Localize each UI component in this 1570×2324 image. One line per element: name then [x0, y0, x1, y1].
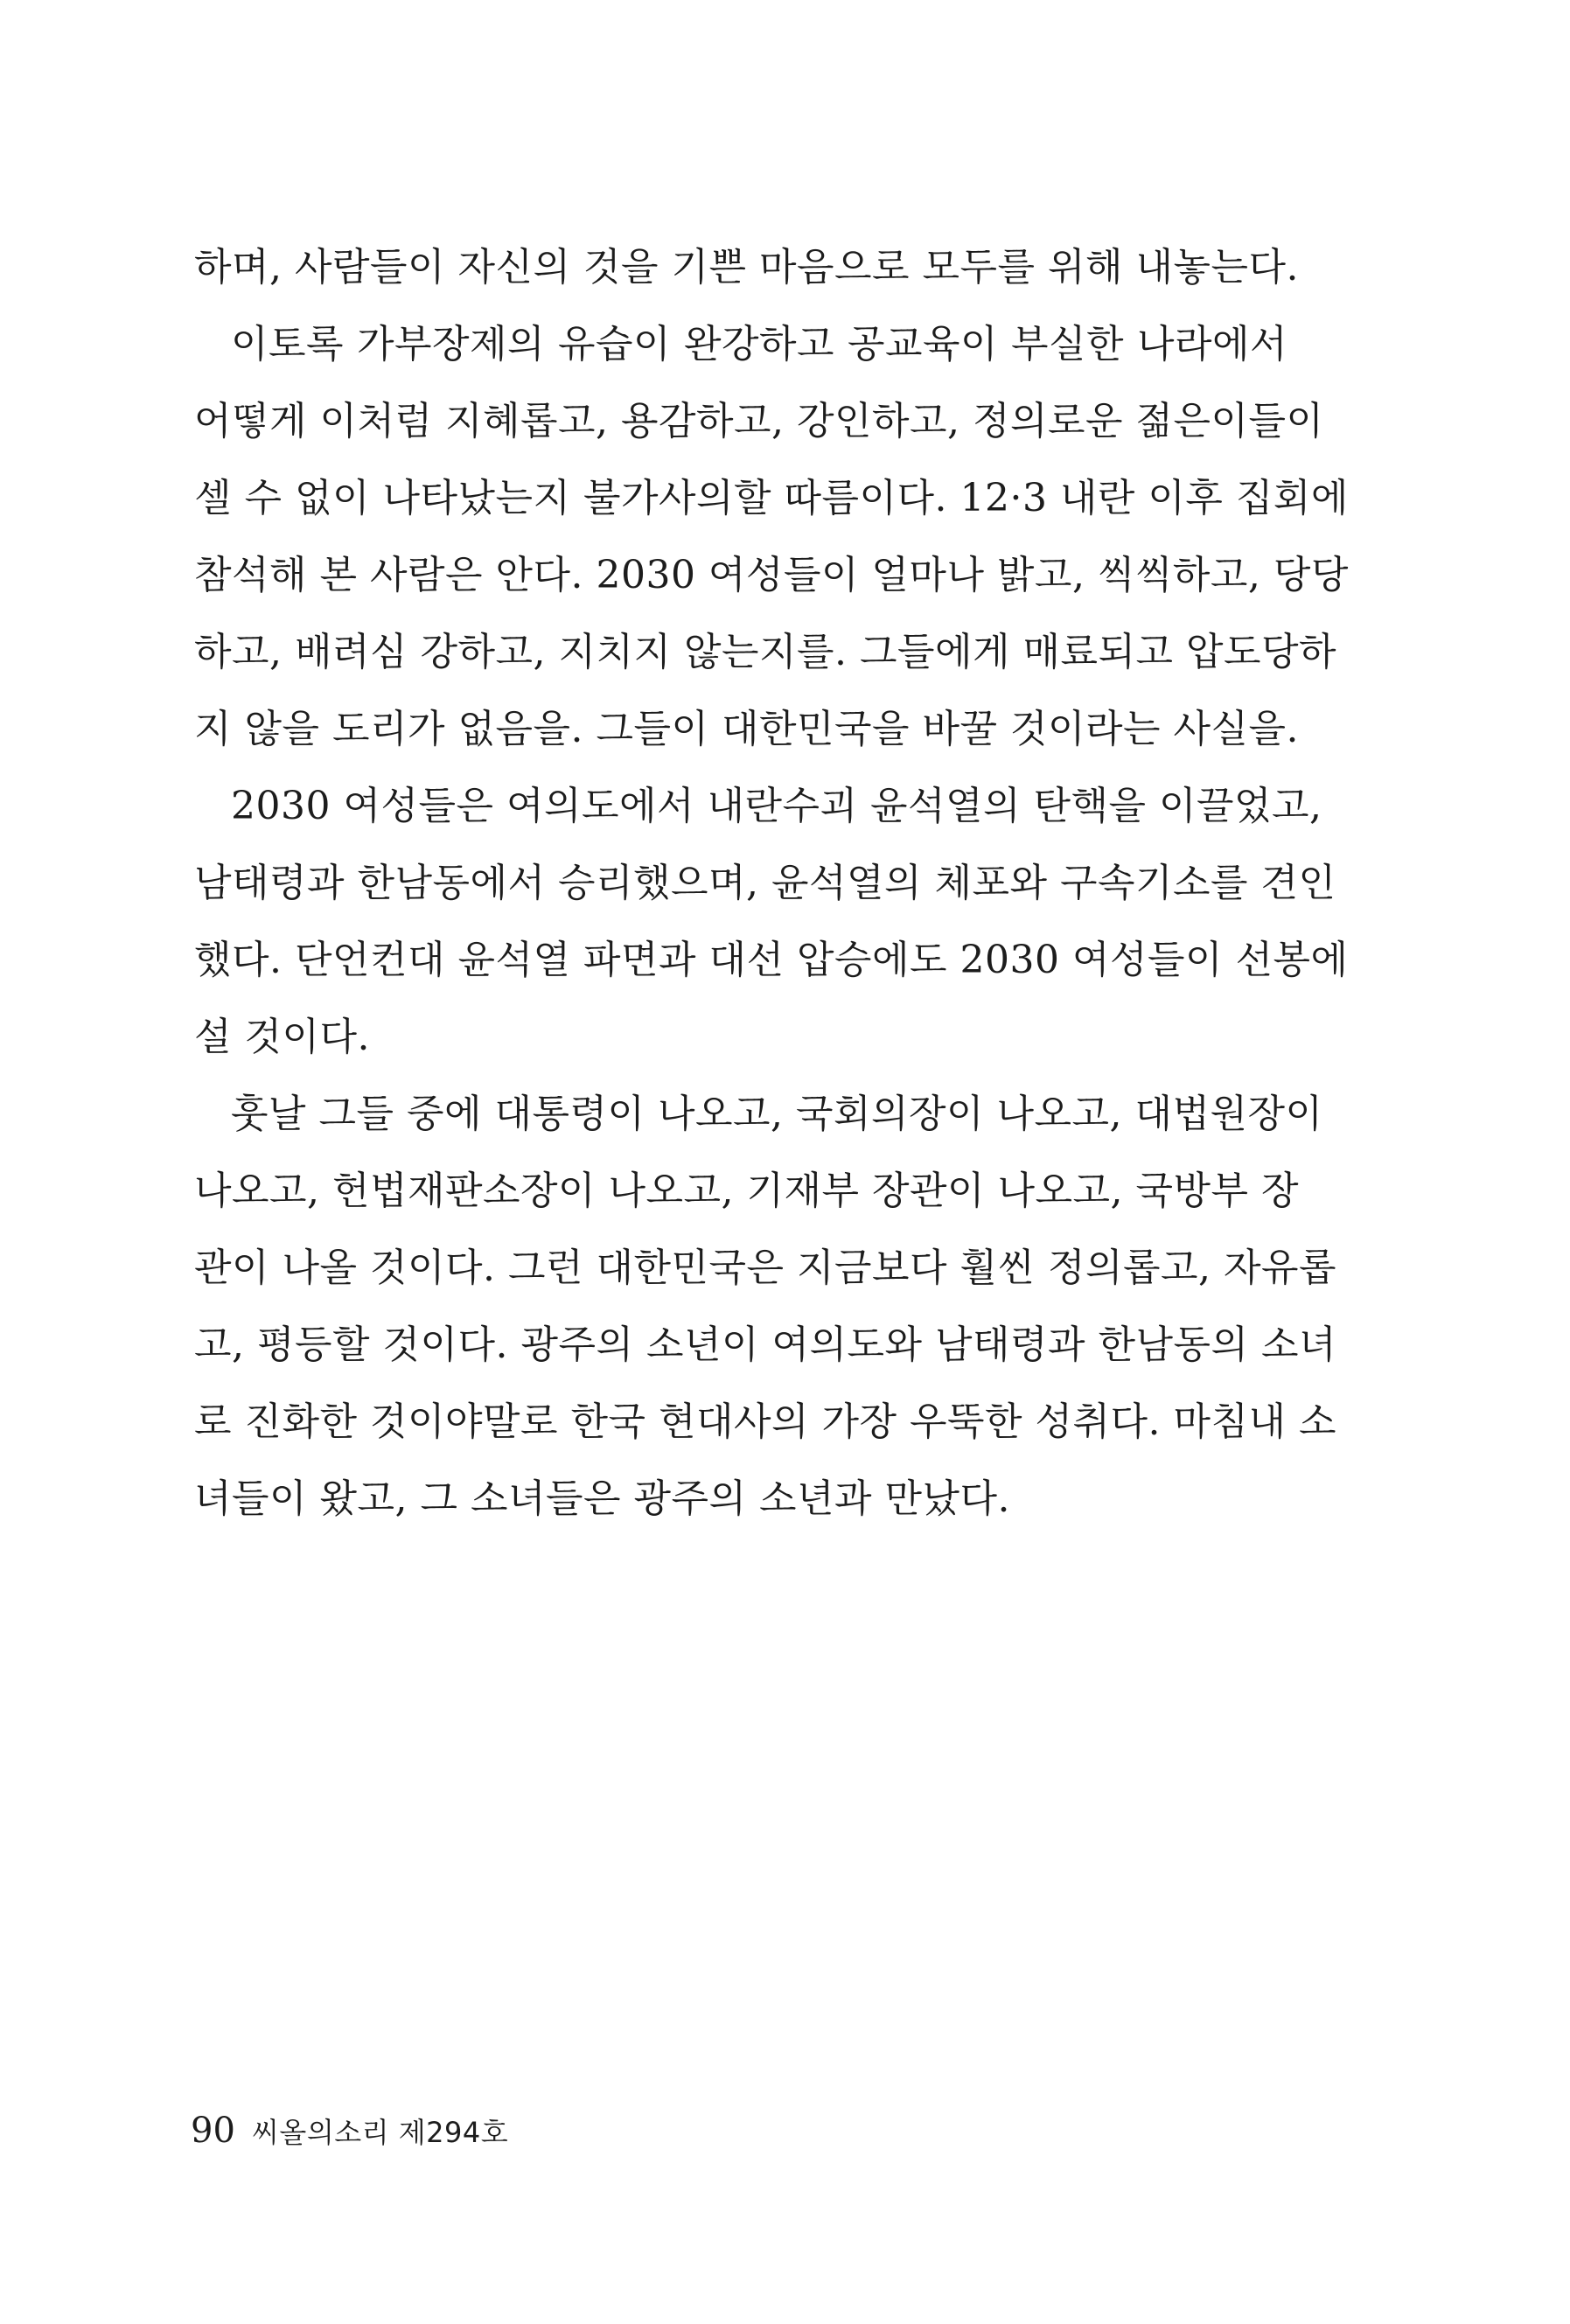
text-line: 이토록 가부장제의 유습이 완강하고 공교육이 부실한 나라에서: [231, 322, 1287, 366]
text-line: 2030 여성들은 여의도에서 내란수괴 윤석열의 탄핵을 이끌었고,: [231, 784, 1322, 828]
journal-title: 씨올의소리 제294호: [252, 2116, 509, 2149]
text-line: 고, 평등할 것이다. 광주의 소년이 여의도와 남태령과 한남동의 소녀: [194, 1323, 1336, 1367]
text-line: 설 것이다.: [194, 1015, 370, 1059]
text-line: 지 않을 도리가 없음을. 그들이 대한민국을 바꿀 것이라는 사실을.: [194, 707, 1299, 751]
text-line: 셀 수 없이 나타났는지 불가사의할 따름이다. 12·3 내란 이후 집회에: [194, 476, 1349, 520]
text-line: 어떻게 이처럼 지혜롭고, 용감하고, 강인하고, 정의로운 젊은이들이: [194, 399, 1324, 443]
page-number: 90: [191, 2111, 235, 2151]
text-line: 녀들이 왔고, 그 소녀들은 광주의 소년과 만났다.: [194, 1476, 1010, 1521]
text-line: 남태령과 한남동에서 승리했으며, 윤석열의 체포와 구속기소를 견인: [194, 861, 1336, 905]
text-line: 하고, 배려심 강하고, 지치지 않는지를. 그들에게 매료되고 압도당하: [194, 630, 1336, 674]
article-body: [194, 229, 1349, 1538]
text-line: 관이 나올 것이다. 그런 대한민국은 지금보다 훨씬 정의롭고, 자유롭: [194, 1246, 1336, 1290]
text-line: 참석해 본 사람은 안다. 2030 여성들이 얼마나 밝고, 씩씩하고, 당당: [194, 553, 1349, 597]
text-line: 훗날 그들 중에 대통령이 나오고, 국회의장이 나오고, 대법원장이: [231, 1092, 1323, 1136]
text-line: 로 진화한 것이야말로 한국 현대사의 가장 우뚝한 성취다. 마침내 소: [194, 1399, 1336, 1444]
text-line: 하며, 사람들이 자신의 것을 기쁜 마음으로 모두를 위해 내놓는다.: [194, 245, 1299, 290]
page-footer: [191, 2110, 508, 2152]
text-line: 했다. 단언컨대 윤석열 파면과 대선 압승에도 2030 여성들이 선봉에: [194, 938, 1349, 982]
text-line: 나오고, 헌법재판소장이 나오고, 기재부 장관이 나오고, 국방부 장: [194, 1169, 1299, 1213]
